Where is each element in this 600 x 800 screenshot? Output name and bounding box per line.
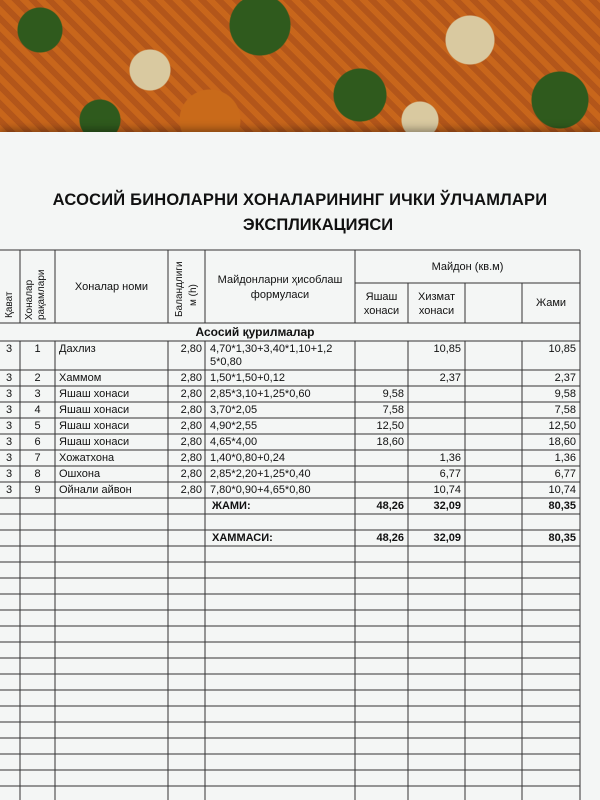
subtotal-living: 48,26: [376, 500, 404, 512]
document-title-line1: АСОСИЙ БИНОЛАРНИ ХОНАЛАРИНИНГ ИЧКИ ЎЛЧАМЛАРИ: [52, 191, 548, 209]
subtotal-total: 80,35: [548, 500, 576, 512]
cell-formula: 1,50*1,50+0,12: [210, 372, 285, 384]
header-service-line1: Хизмат: [417, 291, 455, 303]
header-room-numbers-line2: рақамлари: [36, 269, 47, 320]
cell-floor: 3: [6, 343, 13, 355]
cell-room-number: 6: [34, 436, 41, 448]
cell-formula: 7,80*0,90+4,65*0,80: [210, 484, 311, 496]
cell-floor: 3: [6, 452, 13, 464]
document-title-line2: ЭКСПЛИКАЦИЯСИ: [242, 216, 394, 234]
cell-height: 2,80: [180, 388, 202, 400]
cell-room-number: 4: [34, 404, 41, 416]
grand-total-total: 80,35: [548, 532, 576, 544]
cell-living-area: 18,60: [376, 436, 404, 448]
header-service-line2: хонаси: [418, 305, 455, 317]
cell-height: 2,80: [180, 484, 202, 496]
cell-room-number: 8: [34, 468, 41, 480]
header-formula-line1: Майдонларни ҳисоблаш: [217, 274, 343, 286]
cell-formula: 2,85*3,10+1,25*0,60: [210, 388, 311, 400]
cell-room-name: Хаммом: [59, 372, 102, 384]
cell-height: 2,80: [180, 372, 202, 384]
cell-room-name: Ошхона: [59, 468, 101, 480]
cell-formula: 4,65*4,00: [210, 436, 258, 448]
header-area: Майдон (кв.м): [431, 261, 504, 273]
cell-room-number: 1: [34, 343, 41, 355]
cell-total-area: 10,85: [548, 343, 576, 355]
cell-room-number: 9: [34, 484, 41, 496]
cell-formula-continuation: 5*0,80: [210, 356, 242, 368]
cell-formula: 3,70*2,05: [210, 404, 258, 416]
cell-service-area: 10,85: [433, 343, 461, 355]
cell-floor: 3: [6, 372, 13, 384]
header-height-line2: м (h): [188, 284, 199, 306]
cell-total-area: 6,77: [554, 468, 576, 480]
cell-total-area: 2,37: [554, 372, 576, 384]
cell-room-number: 7: [34, 452, 41, 464]
grand-total-living: 48,26: [376, 532, 404, 544]
cell-total-area: 18,60: [548, 436, 576, 448]
grand-total-service: 32,09: [433, 532, 461, 544]
cell-living-area: 7,58: [382, 404, 404, 416]
header-living-line1: Яшаш: [365, 291, 398, 303]
cell-formula: 2,85*2,20+1,25*0,40: [210, 468, 311, 480]
header-room-numbers-line1: Хоналар: [24, 279, 35, 320]
cell-service-area: 6,77: [439, 468, 461, 480]
subtotal-service: 32,09: [433, 500, 461, 512]
section-title: Асосий қурилмалар: [195, 325, 315, 339]
cell-floor: 3: [6, 468, 13, 480]
cell-service-area: 1,36: [439, 452, 461, 464]
cell-room-number: 3: [34, 388, 41, 400]
cell-height: 2,80: [180, 404, 202, 416]
cell-formula: 4,90*2,55: [210, 420, 258, 432]
subtotal-label: ЖАМИ:: [212, 500, 251, 512]
cell-total-area: 10,74: [548, 484, 576, 496]
cell-living-area: 12,50: [376, 420, 404, 432]
cell-formula: 4,70*1,30+3,40*1,10+1,2: [210, 343, 333, 355]
cell-total-area: 12,50: [548, 420, 576, 432]
cell-room-name: Ойнали айвон: [59, 484, 132, 496]
cell-total-area: 7,58: [554, 404, 576, 416]
cell-height: 2,80: [180, 343, 202, 355]
cell-room-name: Дахлиз: [59, 343, 96, 355]
header-formula-line2: формуласи: [250, 289, 310, 301]
cell-room-name: Яшаш хонаси: [59, 404, 130, 416]
cell-height: 2,80: [180, 468, 202, 480]
cell-service-area: 2,37: [439, 372, 461, 384]
cell-floor: 3: [6, 388, 13, 400]
grand-total-label: ХАММАСИ:: [212, 532, 273, 544]
cell-height: 2,80: [180, 420, 202, 432]
header-room-name: Хоналар номи: [74, 281, 149, 293]
cell-total-area: 1,36: [554, 452, 576, 464]
header-total: Жами: [535, 297, 567, 309]
cell-living-area: 9,58: [382, 388, 404, 400]
cell-floor: 3: [6, 404, 13, 416]
cell-room-name: Яшаш хонаси: [59, 388, 130, 400]
header-living-line2: хонаси: [363, 305, 400, 317]
cell-floor: 3: [6, 420, 13, 432]
cell-room-name: Хожатхона: [59, 452, 115, 464]
cell-floor: 3: [6, 484, 13, 496]
cell-height: 2,80: [180, 452, 202, 464]
cell-room-name: Яшаш хонаси: [59, 420, 130, 432]
header-height-line1: Баландлиги: [174, 261, 185, 317]
cell-floor: 3: [6, 436, 13, 448]
header-floor: Қават: [4, 291, 15, 318]
cell-height: 2,80: [180, 436, 202, 448]
cell-room-number: 2: [34, 372, 41, 384]
cell-total-area: 9,58: [554, 388, 576, 400]
cell-formula: 1,40*0,80+0,24: [210, 452, 285, 464]
cell-room-name: Яшаш хонаси: [59, 436, 130, 448]
cell-service-area: 10,74: [433, 484, 461, 496]
cell-room-number: 5: [34, 420, 41, 432]
